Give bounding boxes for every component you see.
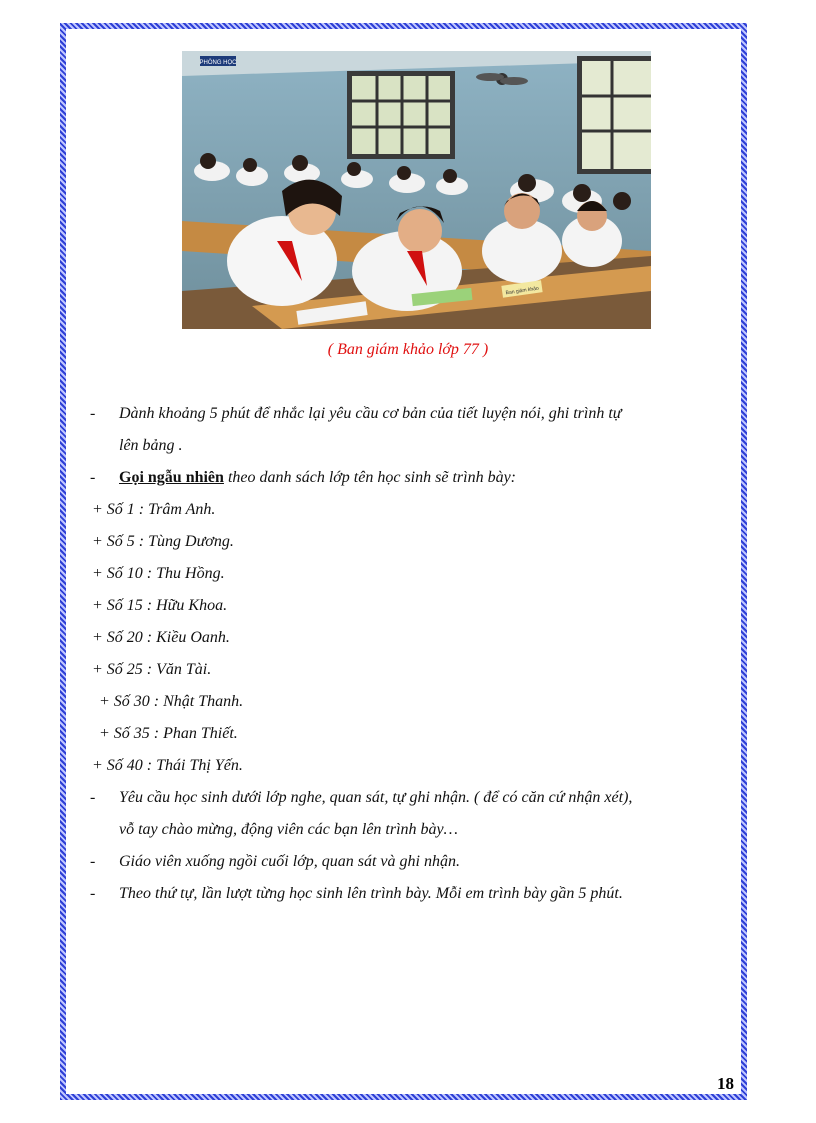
student-item: + Số 5 : Tùng Dương. (92, 533, 234, 550)
bullet-dash: - (90, 853, 96, 870)
classroom-photo (182, 51, 651, 329)
student-item: + Số 1 : Trâm Anh. (92, 501, 216, 518)
bullet-text: Theo thứ tự, lần lượt từng học sinh lên trình bày. Mỗi em trình bày gần 5 phút. (119, 885, 623, 902)
random-call-text (119, 469, 516, 487)
classroom-photo-drawing (182, 51, 651, 329)
desk-tag: Ban giám khảo (505, 285, 540, 297)
bullet-dash: - (90, 885, 96, 902)
student-item: + Số 20 : Kiều Oanh. (92, 629, 230, 646)
bullet-dash: - (90, 469, 96, 486)
student-item: + Số 30 : Nhật Thanh. (99, 693, 244, 710)
bullet-text: vỗ tay chào mừng, động viên các bạn lên trình bày… (119, 821, 458, 838)
random-call-rest: theo danh sách lớp tên học sinh sẽ trình bày: (223, 469, 516, 486)
random-call-bold: Gọi ngẫu nhiên (119, 469, 224, 486)
student-item: + Số 35 : Phan Thiết. (99, 725, 238, 742)
student-item: + Số 10 : Thu Hồng. (92, 565, 225, 582)
photo-caption: ( Ban giám khảo lớp 77 ) (327, 341, 489, 358)
bullet-text: Dành khoảng 5 phút để nhắc lại yêu cầu cơ bản của tiết luyện nói, ghi trình tự (119, 405, 622, 422)
bullet-dash: - (90, 405, 96, 422)
bullet-text: Giáo viên xuống ngồi cuối lớp, quan sát và ghi nhận. (119, 853, 460, 870)
page-number: 18 (717, 1074, 734, 1093)
bullet-text: Yêu cầu học sinh dưới lớp nghe, quan sát, tự ghi nhận. ( để có căn cứ nhận xét), (119, 789, 633, 806)
bullet-text: lên bảng . (119, 437, 183, 454)
student-item: + Số 15 : Hữu Khoa. (92, 597, 228, 614)
bullet-dash: - (90, 789, 96, 806)
wall-sign: PHÒNG HỌC (199, 60, 237, 66)
student-item: + Số 40 : Thái Thị Yến. (92, 757, 243, 774)
student-item: + Số 25 : Văn Tài. (92, 661, 212, 678)
